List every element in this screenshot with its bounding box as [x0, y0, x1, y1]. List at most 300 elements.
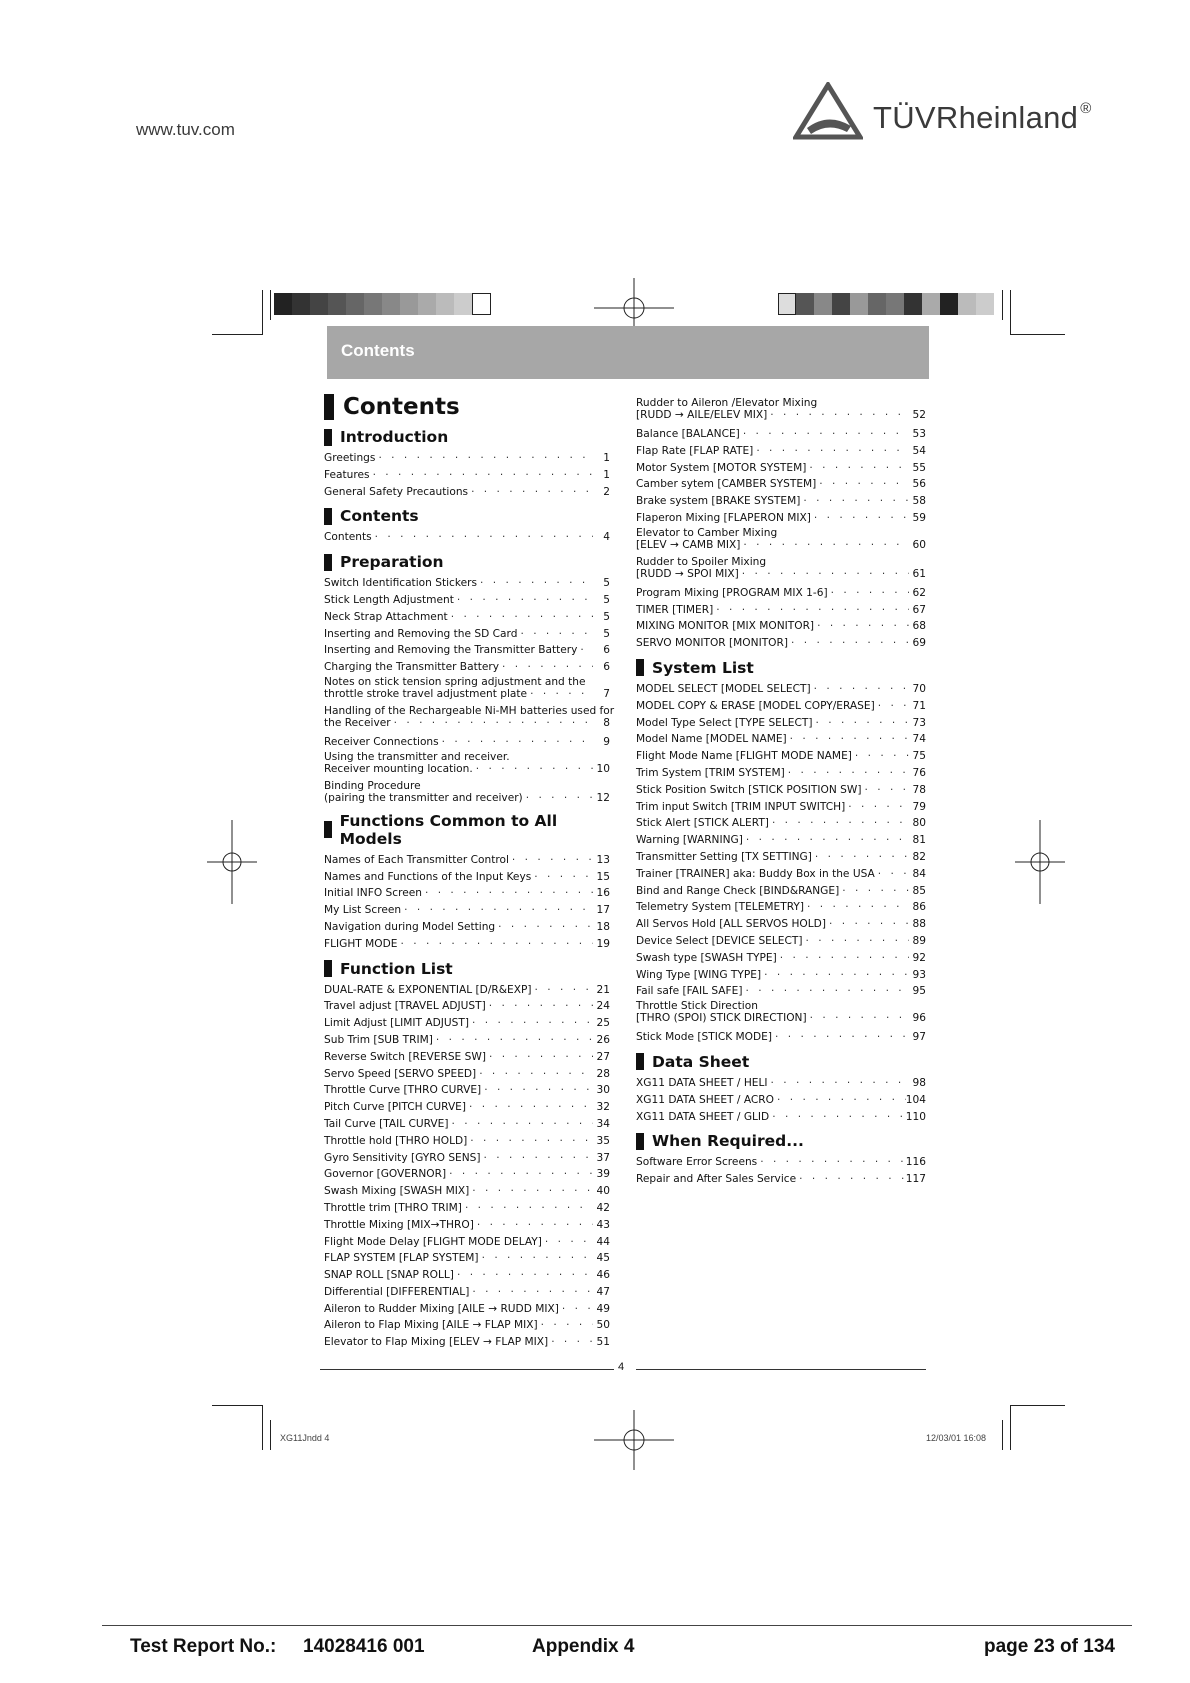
toc-entry: [636, 832, 926, 849]
leader-dots: [468, 484, 593, 501]
section-title: Contents: [340, 507, 419, 526]
section-heading: [324, 812, 610, 848]
toc-entry: [636, 815, 926, 832]
report-page: page 23 of 134: [984, 1636, 1115, 1657]
toc-entry-row: [636, 1012, 926, 1025]
toc-entry-page: 21: [596, 983, 610, 996]
toc-entry-label: Navigation during Model Setting: [324, 920, 496, 933]
toc-entry-page: 40: [596, 1185, 610, 1198]
toc-entry-label: Stick Alert [STICK ALERT]: [636, 817, 769, 830]
toc-entry: [324, 575, 610, 592]
toc-entry-row: [636, 539, 926, 552]
toc-entry: [636, 899, 926, 916]
leader-dots: [769, 1109, 906, 1126]
leader-dots: [448, 609, 593, 626]
toc-entry-label: Software Error Screens: [636, 1156, 758, 1169]
leader-dots: [875, 866, 909, 883]
toc-entry-label-line1: Rudder to Spoiler Mixing: [636, 555, 767, 568]
toc-entry: [324, 1234, 610, 1251]
toc-entry-label: Balance [BALANCE]: [636, 428, 740, 440]
section-heading: [636, 1053, 926, 1071]
leader-dots: [812, 715, 909, 732]
toc-entry-page: 71: [912, 699, 926, 712]
toc-entry-label: Reverse Switch [REVERSE SW]: [324, 1050, 486, 1063]
toc-entry: [636, 950, 926, 967]
leader-dots: [743, 832, 909, 849]
toc-entry-page: 104: [905, 1093, 926, 1106]
toc-entry-page: 5: [603, 577, 610, 590]
toc-entry-label: Trainer [TRAINER] aka: Buddy Box in the USA: [636, 867, 875, 880]
toc-entry-row: [324, 717, 610, 730]
leader-dots: [826, 916, 909, 933]
toc-entry-row: [324, 763, 610, 776]
toc-entry-label: Features: [324, 468, 370, 481]
leader-dots: [476, 1066, 593, 1083]
crop-mark: [262, 1405, 263, 1450]
leader-dots: [742, 983, 909, 1000]
toc-entry: [636, 602, 926, 619]
toc-entry-page: 43: [596, 1218, 610, 1231]
toc-entry: [636, 799, 926, 816]
heading-marker-icon: [636, 1133, 644, 1150]
leader-dots: [768, 1075, 909, 1092]
leader-dots: [802, 933, 909, 950]
toc-entry-page: 26: [596, 1033, 610, 1046]
toc-entry-label: MODEL COPY & ERASE [MODEL COPY/ERASE]: [636, 699, 875, 712]
toc-entry: [636, 460, 926, 477]
toc-entry-label: Flap Rate [FLAP RATE]: [636, 444, 754, 457]
leader-dots: [499, 659, 593, 676]
toc-entry-page: 28: [596, 1067, 610, 1080]
toc-entry: [636, 426, 926, 443]
toc-entry-page: 96: [912, 1012, 926, 1025]
toc-entry: [324, 642, 610, 659]
toc-entry-label: Inserting and Removing the Transmitter Battery: [324, 644, 578, 657]
leader-dots: [397, 936, 593, 953]
toc-entry: [324, 1099, 610, 1116]
toc-entry: [636, 1075, 926, 1092]
leader-dots: [481, 1150, 593, 1167]
section-title: Data Sheet: [652, 1052, 750, 1071]
leader-dots: [479, 1250, 593, 1267]
registration-mark-icon: [207, 820, 257, 904]
crop-mark: [1002, 1420, 1003, 1450]
toc-entry-label: Swash type [SWASH TYPE]: [636, 951, 777, 964]
toc-entry: [324, 869, 610, 886]
toc-entry: [324, 1066, 610, 1083]
section-title: Function List: [340, 959, 453, 978]
toc-entry-page: 73: [912, 716, 926, 729]
crop-mark: [1010, 290, 1011, 335]
toc-entry-label-line1: Handling of the Rechargeable Ni-MH batteries used for: [324, 704, 615, 717]
toc-entry-label: Repair and After Sales Service: [636, 1173, 797, 1186]
toc-entry-page: 10: [596, 762, 610, 775]
registration-mark-icon: [594, 1410, 674, 1470]
toc-entry: [324, 998, 610, 1015]
toc-entry-label: FLIGHT MODE: [324, 937, 398, 950]
toc-entry-label: Swash Mixing [SWASH MIX]: [324, 1185, 470, 1198]
toc-entry-label-line1: Notes on stick tension spring adjustment and the: [324, 675, 586, 688]
leader-dots: [806, 460, 909, 477]
toc-entry-page: 86: [912, 901, 926, 914]
toc-entry-label: [THRO (SPOI) STICK DIRECTION]: [636, 1012, 807, 1025]
toc-entry-page: 17: [596, 904, 610, 917]
toc-entry-label: Throttle hold [THRO HOLD]: [324, 1134, 468, 1147]
toc-entry-label: Governor [GOVERNOR]: [324, 1168, 447, 1181]
toc-entry: [636, 883, 926, 900]
toc-entry: [636, 933, 926, 950]
toc-entry: [636, 493, 926, 510]
page-rule-left: [320, 1369, 614, 1370]
leader-dots: [477, 575, 593, 592]
toc-entry-page: 76: [912, 766, 926, 779]
leader-dots: [814, 618, 909, 635]
leader-dots: [739, 568, 909, 581]
leader-dots: [757, 1154, 906, 1171]
section-title: System List: [652, 658, 754, 677]
leader-dots: [800, 493, 909, 510]
toc-entry: [636, 510, 926, 527]
toc-entry-label: the Receiver: [324, 716, 391, 729]
toc-entry: [636, 1092, 926, 1109]
toc-entry: [324, 1049, 610, 1066]
toc-entry: [636, 866, 926, 883]
leader-dots: [446, 1166, 593, 1183]
leader-dots: [486, 998, 593, 1015]
toc-entry-page: 110: [905, 1110, 926, 1123]
toc-entry: [636, 618, 926, 635]
leader-dots: [807, 1012, 909, 1025]
toc-entry: [324, 676, 610, 701]
toc-entry-page: 116: [905, 1156, 926, 1169]
toc-entry: [324, 1267, 610, 1284]
leader-dots: [713, 602, 909, 619]
leader-dots: [875, 698, 909, 715]
brand-name: TÜVRheinland ®: [873, 100, 1092, 135]
crop-mark: [1010, 334, 1065, 335]
toc-entry: [636, 681, 926, 698]
toc-entry-label: Limit Adjust [LIMIT ADJUST]: [324, 1017, 469, 1030]
toc-entry-label: Stick Position Switch [STICK POSITION SW]: [636, 783, 862, 796]
toc-entry-page: 95: [912, 985, 926, 998]
toc-entry: [324, 1015, 610, 1032]
toc-entry: [324, 936, 610, 953]
toc-entry-label: Flight Mode Name [FLIGHT MODE NAME]: [636, 750, 852, 763]
toc-entry-label: Motor System [MOTOR SYSTEM]: [636, 461, 807, 474]
leader-dots: [495, 919, 593, 936]
toc-entry-label: Contents: [324, 531, 372, 544]
leader-dots: [777, 950, 909, 967]
leader-dots: [517, 626, 593, 643]
crop-mark: [262, 290, 263, 335]
contents-band: [327, 326, 929, 379]
leader-dots: [559, 1301, 593, 1318]
section-title: Preparation: [340, 553, 444, 572]
leader-dots: [466, 1099, 593, 1116]
toc-entry-label: Inserting and Removing the SD Card: [324, 627, 518, 640]
leader-dots: [433, 1032, 593, 1049]
page-number: 4: [618, 1361, 625, 1373]
leader-dots: [753, 443, 909, 460]
leader-dots: [401, 902, 593, 919]
toc-entry-page: 13: [596, 853, 610, 866]
toc-entry: [324, 659, 610, 676]
toc-entry-label-line1: Binding Procedure: [324, 779, 421, 792]
toc-entry-label: Receiver mounting location.: [324, 762, 473, 775]
leader-dots: [577, 642, 593, 659]
crop-mark: [1010, 1405, 1011, 1450]
toc-entry-label: Camber sytem [CAMBER SYSTEM]: [636, 478, 817, 491]
toc-entry-page: 25: [596, 1017, 610, 1030]
toc-entry-page: 75: [912, 750, 926, 763]
toc-entry-page: 47: [596, 1285, 610, 1298]
toc-entry-page: 37: [596, 1151, 610, 1164]
leader-dots: [772, 1029, 909, 1046]
toc-entry: [636, 556, 926, 581]
toc-entry-label: [RUDD → SPOI MIX]: [636, 567, 739, 580]
toc-entry-label: MODEL SELECT [MODEL SELECT]: [636, 682, 811, 695]
toc-entry-page: 79: [912, 800, 926, 813]
toc-entry-label: Throttle trim [THRO TRIM]: [324, 1201, 462, 1214]
toc-entry: [324, 734, 610, 751]
section-heading: [324, 960, 610, 978]
toc-entry-label: Trim System [TRIM SYSTEM]: [636, 766, 785, 779]
toc-entry: [636, 397, 926, 422]
toc-entry-label: Travel adjust [TRAVEL ADJUST]: [324, 1000, 486, 1013]
toc-entry-page: 8: [603, 716, 610, 729]
toc-entry: [636, 443, 926, 460]
leader-dots: [473, 763, 593, 776]
toc-entry-page: 7: [603, 687, 610, 700]
toc-entry-label: Aileron to Flap Mixing [AILE → FLAP MIX]: [324, 1319, 538, 1332]
toc-entry-label: Flaperon Mixing [FLAPERON MIX]: [636, 511, 811, 524]
toc-entry: [324, 529, 610, 546]
leader-dots: [375, 450, 593, 467]
toc-entry-label: Trim input Switch [TRIM INPUT SWITCH]: [636, 800, 846, 813]
toc-entry: [636, 585, 926, 602]
toc-entry-page: 39: [596, 1168, 610, 1181]
toc-entry-page: 74: [912, 733, 926, 746]
leader-dots: [462, 1200, 593, 1217]
toc-entry-label: My List Screen: [324, 904, 402, 917]
toc-entry-page: 18: [596, 920, 610, 933]
toc-right-column: [636, 397, 926, 1188]
toc-entry-label: DUAL-RATE & EXPONENTIAL [D/R&EXP]: [324, 983, 532, 996]
heading-marker-icon: [324, 429, 332, 446]
toc-entry-page: 85: [912, 884, 926, 897]
leader-dots: [509, 852, 593, 869]
toc-entry-label: Brake system [BRAKE SYSTEM]: [636, 495, 801, 508]
toc-entry-page: 68: [912, 620, 926, 633]
toc-entry: [324, 751, 610, 776]
toc-entry-page: 58: [912, 495, 926, 508]
toc-entry-page: 44: [596, 1235, 610, 1248]
toc-entry: [636, 967, 926, 984]
toc-entry-page: 32: [596, 1101, 610, 1114]
toc-entry-row: [636, 568, 926, 581]
leader-dots: [372, 529, 593, 546]
leader-dots: [538, 1317, 593, 1334]
toc-entry-page: 16: [596, 887, 610, 900]
toc-entry-page: 54: [912, 444, 926, 457]
toc-entry-label: XG11 DATA SHEET / ACRO: [636, 1093, 774, 1106]
toc-entry: [636, 635, 926, 652]
toc-entry: [324, 1183, 610, 1200]
toc-entry-row: [636, 409, 926, 422]
toc-left-column: [324, 392, 615, 1351]
toc-entry: [636, 782, 926, 799]
toc-entry-page: 81: [912, 834, 926, 847]
toc-entry-label: MIXING MONITOR [MIX MONITOR]: [636, 620, 815, 633]
toc-entry: [324, 704, 615, 730]
toc-entry-page: 84: [912, 867, 926, 880]
toc-entry-page: 69: [912, 637, 926, 650]
toc-entry-page: 5: [603, 627, 610, 640]
leader-dots: [439, 734, 593, 751]
toc-entry: [324, 1250, 610, 1267]
toc-entry-page: 30: [596, 1084, 610, 1097]
crop-mark: [270, 290, 271, 320]
section-title: Functions Common to All Models: [339, 811, 558, 848]
toc-entry-label: Model Type Select [TYPE SELECT]: [636, 716, 813, 729]
toc-entry-label: [RUDD → AILE/ELEV MIX]: [636, 409, 768, 421]
crop-mark: [212, 334, 262, 335]
heading-marker-icon: [324, 508, 332, 525]
leader-dots: [542, 1234, 593, 1251]
toc-entry-page: 89: [912, 934, 926, 947]
toc-entry-page: 1: [603, 468, 610, 481]
toc-entry-page: 80: [912, 817, 926, 830]
toc-entry: [636, 1154, 926, 1171]
leader-dots: [788, 635, 909, 652]
toc-entry-label: Differential [DIFFERENTIAL]: [324, 1285, 470, 1298]
leader-dots: [804, 899, 909, 916]
leader-dots: [474, 1217, 593, 1234]
toc-entry-page: 56: [912, 478, 926, 491]
leader-dots: [548, 1334, 593, 1351]
toc-entry-label: Program Mixing [PROGRAM MIX 1-6]: [636, 586, 828, 599]
leader-dots: [812, 849, 909, 866]
toc-entry: [636, 1029, 926, 1046]
toc-entry: [636, 849, 926, 866]
toc-entry-label: Model Name [MODEL NAME]: [636, 733, 787, 746]
toc-entry-page: 1: [603, 452, 610, 464]
leader-dots: [449, 1116, 593, 1133]
toc-entry-label: Pitch Curve [PITCH CURVE]: [324, 1101, 467, 1114]
toc-entry-label: SERVO MONITOR [MONITOR]: [636, 637, 788, 650]
toc-entry: [636, 1171, 926, 1188]
toc-entry: [636, 1000, 926, 1025]
toc-entry: [636, 748, 926, 765]
toc-entry-label: General Safety Precautions: [324, 485, 469, 498]
toc-entry-page: 55: [912, 461, 926, 474]
toc-entry-label: Names and Functions of the Input Keys: [324, 870, 532, 883]
toc-entry: [324, 467, 610, 484]
toc-entry-page: 2: [603, 485, 610, 498]
heading-marker-icon: [324, 554, 332, 571]
toc-entry: [324, 780, 610, 805]
leader-dots: [811, 681, 909, 698]
toc-entry-page: 61: [912, 567, 926, 580]
heading-marker-icon: [636, 1053, 644, 1070]
section-title: Introduction: [340, 428, 449, 446]
toc-entry: [324, 1317, 610, 1334]
toc-entry-page: 12: [596, 791, 610, 804]
site-url: www.tuv.com: [136, 120, 235, 139]
toc-entry-page: 98: [912, 1076, 926, 1089]
toc-entry-label: Fail safe [FAIL SAFE]: [636, 985, 743, 998]
toc-entry: [324, 1334, 610, 1351]
toc-entry-label: Greetings: [324, 452, 376, 464]
toc-entry-page: 97: [912, 1031, 926, 1044]
leader-dots: [469, 1284, 593, 1301]
report-label: Test Report No.:: [130, 1636, 277, 1657]
leader-dots: [527, 688, 593, 701]
leader-dots: [486, 1049, 593, 1066]
toc-entry-label: Aileron to Rudder Mixing [AILE → RUDD MIX]: [324, 1302, 559, 1315]
toc-entry: [636, 765, 926, 782]
toc-entry-label: Switch Identification Stickers: [324, 577, 478, 590]
leader-dots: [469, 1183, 593, 1200]
leader-dots: [740, 426, 909, 443]
toc-entry-label-line1: Elevator to Camber Mixing: [636, 526, 778, 539]
toc-entry-label: Gyro Sensitivity [GYRO SENS]: [324, 1151, 481, 1164]
heading-marker-icon: [324, 394, 334, 420]
toc-entry-label: SNAP ROLL [SNAP ROLL]: [324, 1269, 454, 1282]
toc-entry-label: Wing Type [WING TYPE]: [636, 968, 762, 981]
toc-entry-label: Bind and Range Check [BIND&RANGE]: [636, 884, 840, 897]
print-mark-left: XG11Jndd 4: [280, 1433, 330, 1443]
section-heading: [324, 553, 610, 571]
toc-entry-label: Telemetry System [TELEMETRY]: [636, 901, 804, 914]
toc-entry-label-line1: Using the transmitter and receiver.: [324, 750, 510, 763]
toc-entry: [324, 1217, 610, 1234]
toc-entry-row: [324, 688, 610, 701]
toc-entry-label: (pairing the transmitter and receiver): [324, 791, 523, 804]
toc-entry-label: [ELEV → CAMB MIX]: [636, 538, 741, 551]
toc-entry-page: 46: [596, 1269, 610, 1282]
leader-dots: [391, 717, 593, 730]
toc-entry-page: 4: [603, 531, 610, 544]
toc-entry-page: 62: [912, 586, 926, 599]
section-heading: [324, 428, 610, 446]
toc-entry: [324, 1301, 610, 1318]
leader-dots: [785, 765, 909, 782]
toc-entry: [324, 982, 610, 999]
toc-entry: [324, 852, 610, 869]
toc-entry: [324, 592, 610, 609]
leader-dots: [787, 731, 909, 748]
leader-dots: [532, 982, 594, 999]
leader-dots: [454, 1267, 593, 1284]
appendix-label: Appendix 4: [532, 1636, 635, 1657]
toc-entry: [636, 715, 926, 732]
leader-dots: [531, 869, 593, 886]
toc-entry-page: 82: [912, 850, 926, 863]
band-title: Contents: [341, 341, 415, 360]
toc-entry-page: 52: [912, 409, 926, 421]
toc-entry-page: 19: [596, 937, 610, 950]
crop-mark: [1002, 290, 1003, 320]
heading-marker-icon: [636, 659, 644, 676]
toc-entry-page: 45: [596, 1252, 610, 1265]
toc-entry: [324, 1150, 610, 1167]
toc-entry-page: 53: [912, 428, 926, 440]
toc-entry-label: Stick Mode [STICK MODE]: [636, 1031, 773, 1044]
toc-entry-page: 6: [603, 661, 610, 674]
toc-entry: [636, 916, 926, 933]
toc-entry-label: Names of Each Transmitter Control: [324, 853, 509, 866]
